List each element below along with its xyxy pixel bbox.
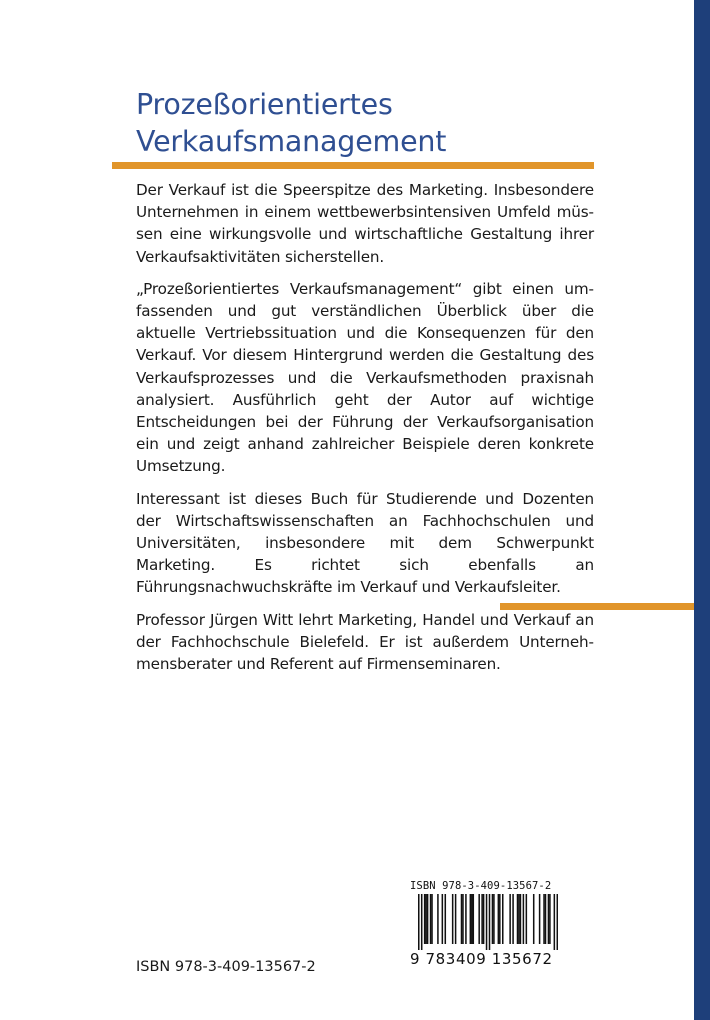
barcode-bar [442,894,444,944]
barcode-bar [462,894,464,944]
barcode-bar [425,894,427,944]
barcode-bar [533,894,535,944]
accent-rule [500,603,694,610]
barcode-bar [486,894,488,950]
barcode-bar [465,894,467,944]
barcode-bar [461,894,463,944]
barcode-bar [498,894,500,944]
barcode-bar [452,894,454,944]
barcode-bar [437,894,439,944]
barcode-bar [470,894,472,944]
barcode-bar [445,894,447,944]
barcode-bar [424,894,426,944]
barcode-bar [517,894,519,944]
barcode-bar [554,894,556,950]
title-line-1: Prozeßorientiertes [136,88,393,121]
barcode-bar [421,894,423,950]
barcode-bar [512,894,514,944]
title-line-2: Verkaufsmanagement [136,125,447,158]
blurb-paragraph-4: Professor Jürgen Witt lehrt Marketing, Handel und Verkauf an der Fachhochschule Bielefeld. Er ist außerdem Unternehmensberater und Referent auf Firmenseminaren. [136,610,594,674]
isbn-text: ISBN 978-3-409-13567-2 [136,959,316,975]
spine-bar [694,0,710,1020]
barcode-bar [543,894,545,944]
barcode-bar [549,894,551,944]
book-title [136,86,616,160]
barcode-bar [493,894,495,944]
barcode-bar [481,894,483,944]
barcode-bar [523,894,525,944]
blurb-paragraph-2: „Prozeßorientiertes Verkaufsmanagement“ gibt einen umfassenden und gut verständlichen Überblick über die aktuelle Vertriebssituation und die Konsequenzen für den Verkauf. Vor diesem Hintergrund werden die Gestaltung des Verkaufsprozesses und die Verkaufsmethoden praxisnah analysiert. Ausführlich geht der Autor auf wichtige Entscheidungen bei der Führung der Verkaufsorganisation ein und zeigt anhand zahlreicher Beispiele deren konkrete Umsetzung. [136,279,594,476]
barcode-bar [418,894,420,950]
barcode-bar [473,894,475,944]
barcode-isbn-label: ISBN 978-3-409-13567-2 [410,880,552,892]
barcode-bar [478,894,480,944]
barcode-digits: 9 783409 135672 [410,950,553,968]
barcode-block [410,880,560,972]
barcode-bar [548,894,550,944]
barcode-bar [483,894,485,944]
barcode-bar [489,894,491,950]
title-rule [112,162,594,169]
barcode-bar [526,894,528,944]
barcode-bar [427,894,429,944]
barcode-bar [492,894,494,944]
barcode-bar [502,894,504,944]
barcode-bar [430,894,432,944]
barcode-bar [455,894,457,944]
barcode-bar [545,894,547,944]
barcode-bar [557,894,558,950]
barcode-bars [418,894,558,950]
barcode-bar [539,894,541,944]
barcode-bar [509,894,511,944]
barcode-bar [471,894,473,944]
barcode-bar [499,894,501,944]
blurb-paragraph-1: Der Verkauf ist die Speerspitze des Marketing. Insbesondere Unternehmen in einem wettbewerbsintensiven Umfeld müssen eine wirkungsvolle und wirtschaftliche Gestaltung ihrer Verkaufsaktivitäten sicherstellen. [136,181,594,266]
barcode-bar [520,894,522,944]
blurb-paragraph-3: Interessant ist dieses Buch für Studierende und Dozenten der Wirtschaftswissenschaften an Fachhochschulen und Universitäten, insbesondere mit dem Schwerpunkt Marketing. Es richtet sich ebenfalls an Führungsnachwuchskräfte im Verkauf und Verkaufsleiter. [136,489,594,597]
barcode-bar [518,894,520,944]
barcode-bar [431,894,433,944]
